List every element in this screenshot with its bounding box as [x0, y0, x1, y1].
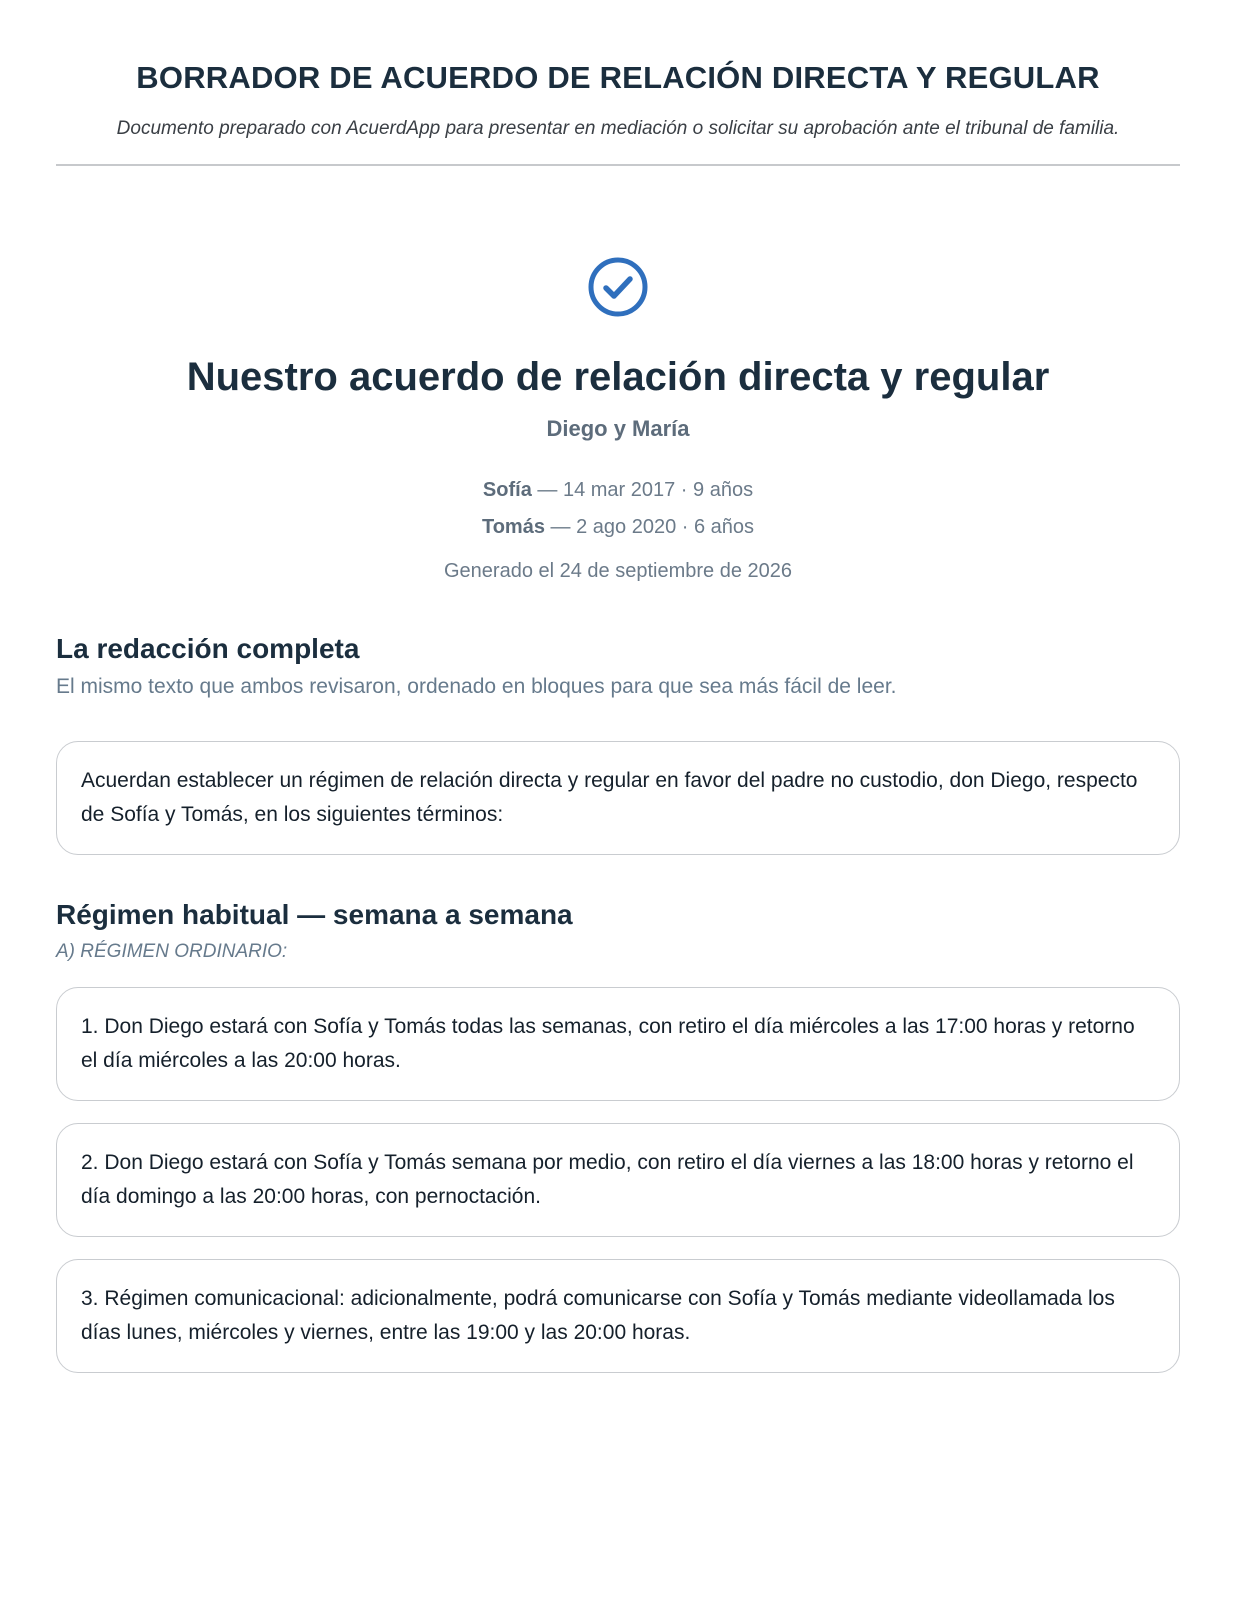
separator: —: [537, 479, 558, 501]
generated-date: Generado el 24 de septiembre de 2026: [443, 560, 793, 582]
parents-names: Diego y María: [546, 416, 690, 441]
separator: —: [550, 516, 571, 538]
clause-card: 2. Don Diego estará con Sofía y Tomás semana por medio, con retiro el día viernes a las 18:00 horas y retorno el día domingo a las 20:00 horas, con pernoctación.: [56, 1123, 1180, 1237]
agreement-title: Nuestro acuerdo de relación directa y regular: [186, 355, 1050, 399]
document-title: BORRADOR DE ACUERDO DE RELACIÓN DIRECTA Y REGULAR: [136, 60, 1100, 95]
full-text-section: [56, 633, 1180, 855]
section-title: La redacción completa: [56, 633, 360, 664]
clause-card: 1. Don Diego estará con Sofía y Tomás todas las semanas, con retiro el día miércoles a las 17:00 horas y retorno el día miércoles a las 20:00 horas.: [56, 987, 1180, 1101]
section-description: El mismo texto que ambos revisaron, ordenado en bloques para que sea más fácil de leer.: [56, 675, 897, 698]
section-subtitle: A) RÉGIMEN ORDINARIO:: [56, 941, 288, 962]
child-details: 14 mar 2017 · 9 años: [562, 479, 754, 501]
child-row: [56, 472, 1180, 509]
document-subtitle: Documento preparado con AcuerdApp para presentar en mediación o solicitar su aprobación ante el tribunal de familia.: [116, 118, 1120, 139]
children-list: [56, 472, 1180, 546]
document-header: [56, 0, 1180, 166]
regime-section: [56, 899, 1180, 1373]
child-row: [56, 509, 1180, 546]
child-name: Sofía: [482, 479, 532, 501]
intro-clause-card: Acuerdan establecer un régimen de relación directa y regular en favor del padre no custodio, don Diego, respecto de Sofía y Tomás, en los siguientes términos:: [56, 741, 1180, 855]
document-page: [56, 0, 1180, 1373]
child-name: Tomás: [481, 516, 545, 538]
clause-card: 3. Régimen comunicacional: adicionalmente, podrá comunicarse con Sofía y Tomás mediante videollamada los días lunes, miércoles y viernes, entre las 19:00 y las 20:00 horas.: [56, 1259, 1180, 1373]
check-circle-icon: [587, 256, 649, 318]
agreement-summary: [56, 256, 1180, 583]
child-details: 2 ago 2020 · 6 años: [576, 516, 755, 538]
section-title: Régimen habitual — semana a semana: [56, 899, 573, 930]
